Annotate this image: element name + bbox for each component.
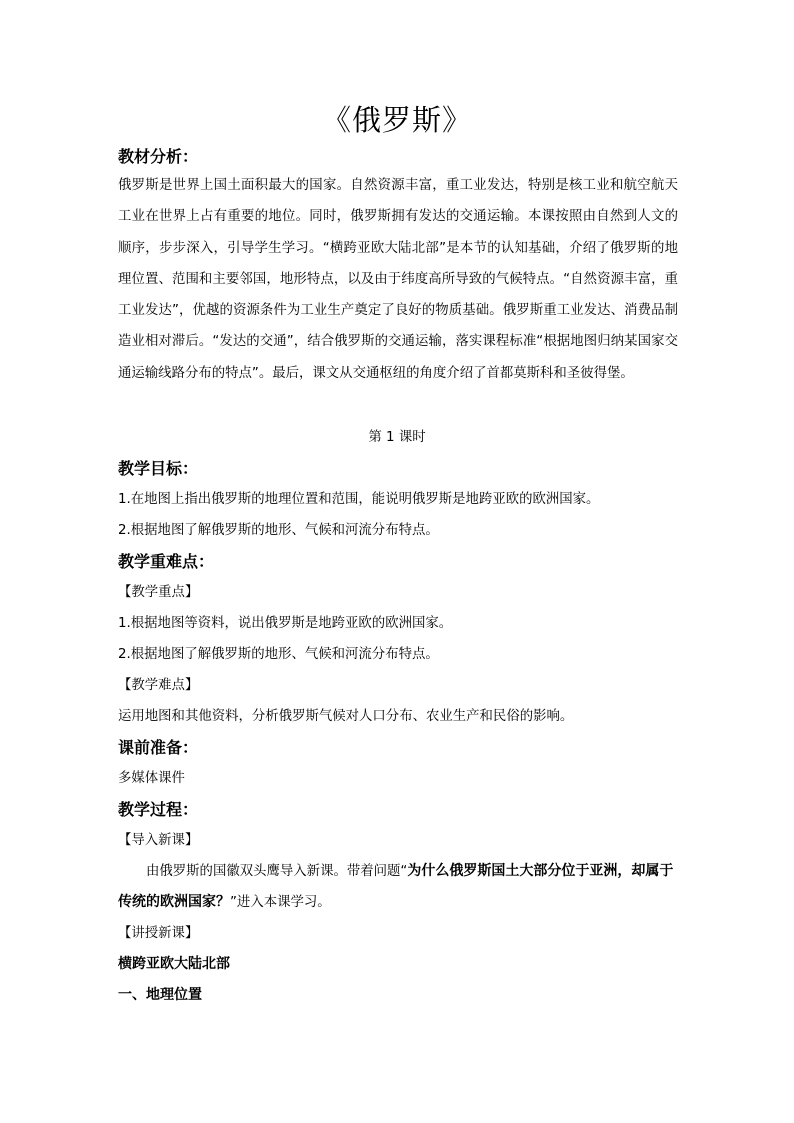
- analysis-body: 俄罗斯是世界上国土面积最大的国家。自然资源丰富，重工业发达，特别是核工业和航空航天工业在世界上占有重要的地位。同时，俄罗斯拥有发达的交通运输。本课按照由自然到人文的顺序，步步深入，引导学生学习。“横跨亚欧大陆北部”是本节的认知基础，介绍了俄罗斯的地理位置、范围和主要邻国，地形特点，以及由于纬度高所导致的气候特点。“自然资源丰富，重工业发达”，优越的资源条件为工业生产奠定了良好的物质基础。俄罗斯重工业发达、消费品制造业相对滞后。“发达的交通”，结合俄罗斯的交通运输，落实课程标准“根据地图归纳某国家交通运输线路分布的特点”。最后，课文从交通枢纽的角度介绍了首都莫斯科和圣彼得堡。: [118, 178, 678, 381]
- lesson-label: 第 1 课时: [368, 430, 426, 445]
- subsection-title: 一、地理位置: [118, 987, 202, 1003]
- document-page: [118, 0, 676, 1123]
- intro-paragraph: [118, 856, 676, 918]
- goals-heading: 教学目标：: [118, 459, 199, 478]
- focus-item-2: 2.根据地图了解俄罗斯的地形、气候和河流分布特点。: [118, 647, 439, 662]
- keypoints-heading: 教学重难点：: [118, 552, 215, 571]
- prep-text: 多媒体课件: [118, 771, 185, 786]
- intro-text-after: ”进入本课学习。: [230, 895, 331, 910]
- goal-item-2: 2.根据地图了解俄罗斯的地形、气候和河流分布特点。: [118, 523, 439, 538]
- intro-question: 为什么俄罗斯国土大部分位于亚洲，却属于传统的欧洲国家？: [118, 863, 674, 910]
- focus-item-1: 1.根据地图等资料，说出俄罗斯是地跨亚欧的欧洲国家。: [118, 616, 453, 631]
- focus-label: 【教学重点】: [118, 585, 199, 600]
- analysis-heading: 教材分析：: [118, 147, 199, 166]
- goal-item-1: 1.在地图上指出俄罗斯的地理位置和范围，能说明俄罗斯是地跨亚欧的欧洲国家。: [118, 492, 600, 507]
- section-title: 横跨亚欧大陆北部: [118, 956, 230, 972]
- difficulty-label: 【教学难点】: [118, 678, 199, 693]
- process-heading: 教学过程：: [118, 800, 199, 819]
- intro-text-before: 由俄罗斯的国徽双头鹰导入新课。带着问题“: [146, 864, 408, 879]
- lecture-label: 【讲授新课】: [118, 926, 199, 941]
- prep-heading: 课前准备：: [118, 738, 199, 757]
- document-title: 《俄罗斯》: [321, 103, 472, 137]
- difficulty-text: 运用地图和其他资料，分析俄罗斯气候对人口分布、农业生产和民俗的影响。: [118, 709, 574, 724]
- intro-label: 【导入新课】: [118, 833, 199, 848]
